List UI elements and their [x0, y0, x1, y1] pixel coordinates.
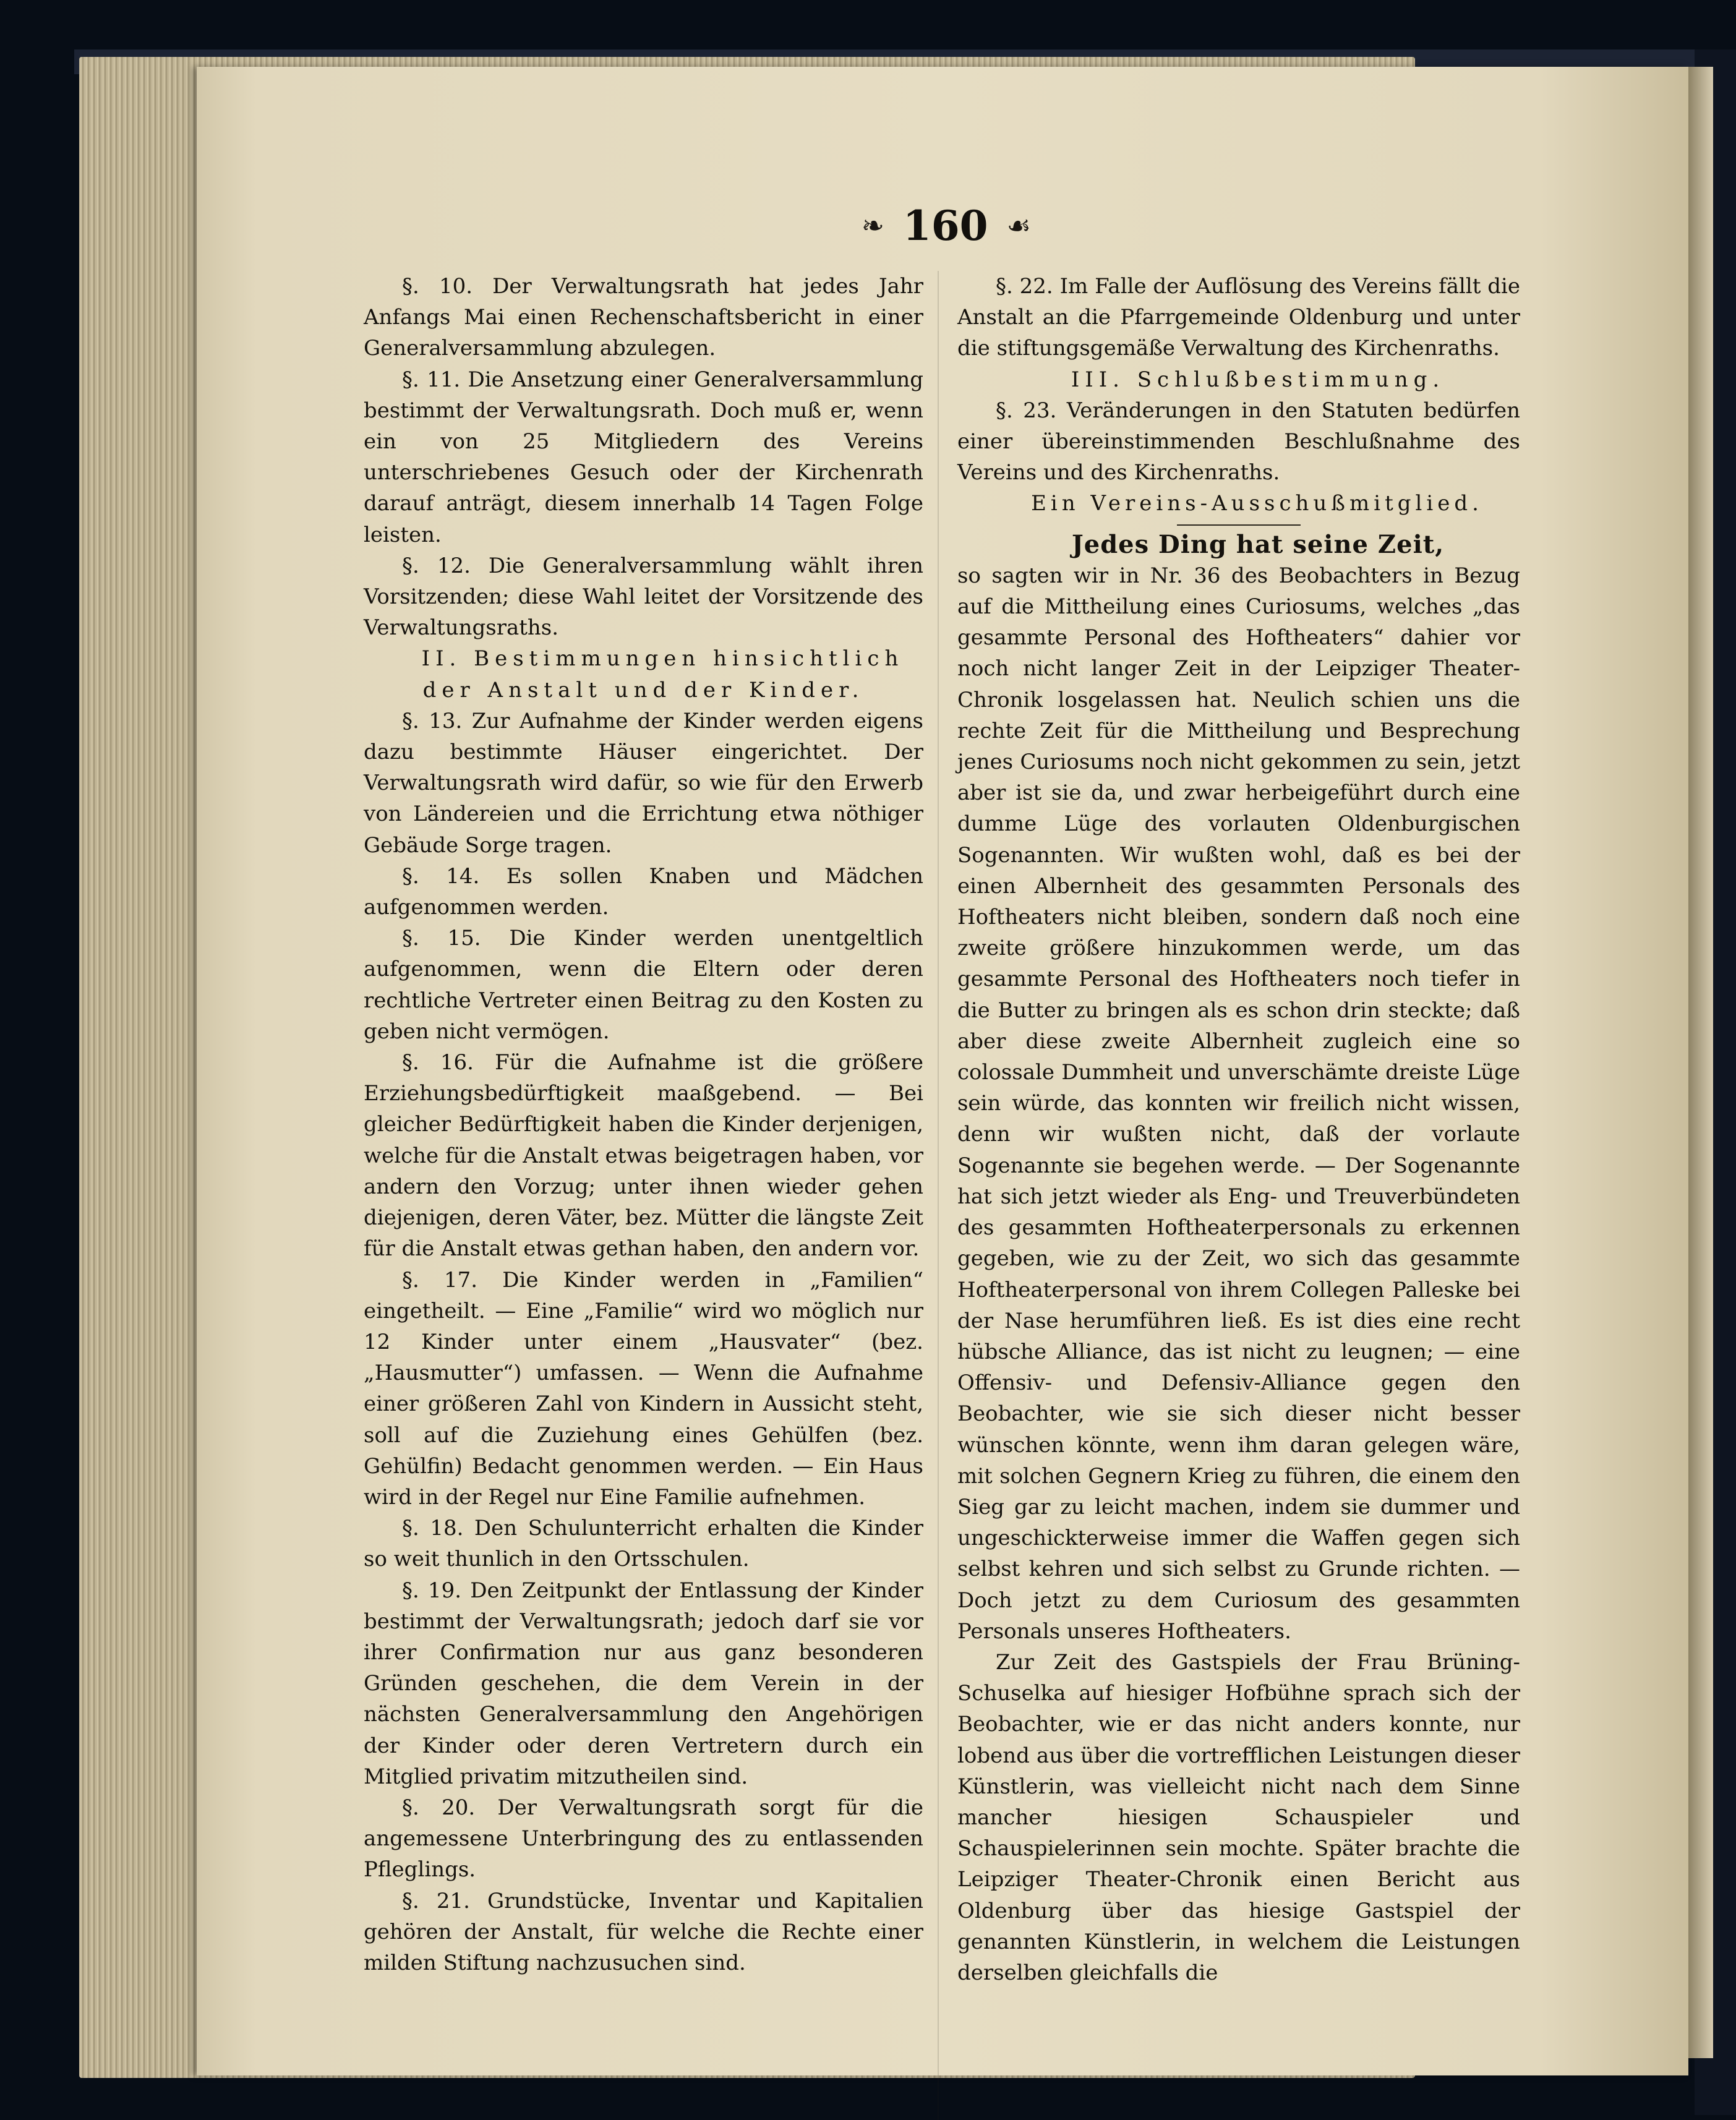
paragraph: §. 11. Die Ansetzung einer Generalversammlung bestimmt der Verwaltungsrath. Doch muß er, wenn ein von 25 Mitgliedern des Vereins unterschriebenes Gesuch oder der Kirchenrath darauf anträgt, diesem innerhalb 14 Tagen Folge leisten.: [364, 367, 923, 547]
paragraph: §. 14. Es sollen Knaben und Mädchen aufgenommen werden.: [364, 863, 923, 920]
section-heading: II. Bestimmungen hinsichtlich der Anstalt und der Kinder.: [421, 646, 904, 703]
paragraph: §. 15. Die Kinder werden unentgeltlich aufgenommen, wenn die Eltern oder deren rechtliche Vertreter einen Beitrag zu den Kosten zu geben nicht vermögen.: [364, 926, 923, 1044]
left-ornament-icon: ❧: [861, 210, 884, 242]
paragraph: §. 19. Den Zeitpunkt der Entlassung der Kinder bestimmt der Verwaltungsrath; jedoch darf sie vor ihrer Confirmation nur aus ganz besonderen Gründen geschehen, die dem Verein in der nächsten Generalversammlung den Angehörigen der Kinder oder deren Vertretern durch ein Mitglied privatim mitzutheilen sind.: [364, 1578, 923, 1789]
paragraph: §. 23. Veränderungen in den Statuten bedürfen einer übereinstimmenden Beschlußnahme des Vereins und des Kirchenraths.: [957, 398, 1520, 485]
paragraph: §. 20. Der Verwaltungsrath sorgt für die angemessene Unterbringung des zu entlassenden Pfleglings.: [364, 1795, 923, 1883]
section-heading: III. Schlußbestimmung.: [1071, 367, 1445, 392]
paragraph: §. 18. Den Schulunterricht erhalten die Kinder so weit thunlich in den Ortsschulen.: [364, 1516, 923, 1572]
page-header: [785, 198, 1107, 254]
separator-rule: [1177, 524, 1301, 526]
paragraph: §. 13. Zur Aufnahme der Kinder werden eigens dazu bestimmte Häuser eingerichtet. Der Verwaltungsrath wird dafür, so wie für den Erwerb von Ländereien und die Errichtung etwa nöthiger Gebäude Sorge tragen.: [364, 708, 923, 858]
column-divider: [938, 271, 939, 2120]
paragraph: Zur Zeit des Gastspiels der Frau Brüning-Schuselka auf hiesiger Hofbühne sprach sich der Beobachter, wie er das nicht anders konnte, nur lobend aus über die vortrefflichen Leistungen dieser Künstlerin, was vielleicht nicht nach dem Sinne mancher hiesigen Schauspieler und Schauspielerinnen sein mochte. Später brachte die Leipziger Theater-Chronik einen Bericht aus Oldenburg über das hiesige Gastspiel der genannten Künstlerin, in welchem die Leistungen derselben gleichfalls die: [957, 1649, 1520, 1985]
left-column: [364, 271, 923, 1978]
paragraph: §. 22. Im Falle der Auflösung des Vereins fällt die Anstalt an die Pfarrgemeinde Oldenburg und unter die stiftungsgemäße Verwaltung des Kirchenraths.: [957, 274, 1520, 361]
page-number: 160: [902, 202, 988, 250]
paragraph: §. 17. Die Kinder werden in „Familien“ eingetheilt. — Eine „Familie“ wird wo möglich nur 12 Kinder unter einem „Hausvater“ (bez. „Hausmutter“) umfassen. — Wenn die Aufnahme einer größeren Zahl von Kindern in Aussicht steht, soll auf die Zuziehung eines Gehülfen (bez. Gehülfin) Bedacht genommen werden. — Ein Haus wird in der Regel nur Eine Familie aufnehmen.: [364, 1267, 923, 1510]
paragraph: §. 21. Grundstücke, Inventar und Kapitalien gehören der Anstalt, für welche die Rechte einer milden Stiftung nachzusuchen sind.: [364, 1888, 923, 1975]
opposite-page-edge: [1688, 67, 1713, 2058]
signature: Ein Vereins-Ausschußmitglied.: [1031, 491, 1483, 516]
right-column: [957, 271, 1520, 1988]
article-title: Jedes Ding hat seine Zeit,: [1071, 529, 1445, 559]
paragraph: §. 12. Die Generalversammlung wählt ihren Vorsitzenden; diese Wahl leitet der Vorsitzende des Verwaltungsraths.: [364, 553, 923, 641]
paragraph: §. 10. Der Verwaltungsrath hat jedes Jahr Anfangs Mai einen Rechenschaftsbericht in einer Generalversammlung abzulegen.: [364, 274, 923, 361]
paragraph: §. 16. Für die Aufnahme ist die größere Erziehungsbedürftigkeit maaßgebend. — Bei gleicher Bedürftigkeit haben die Kinder derjenigen, welche für die Anstalt etwas beigetragen haben, vor andern den Vorzug; unter ihnen wieder gehen diejenigen, deren Väter, bez. Mütter die längste Zeit für die Anstalt etwas gethan haben, den andern vor.: [364, 1050, 923, 1262]
right-ornament-icon: ☙: [1006, 210, 1032, 242]
paragraph: so sagten wir in Nr. 36 des Beobachters in Bezug auf die Mittheilung eines Curiosums, welches „das gesammte Personal des Hoftheaters“ dahier vor noch nicht langer Zeit in der Leipziger Theater-Chronik losgelassen hat. Neulich schien uns die rechte Zeit für die Mittheilung und Besprechung jenes Curiosums noch nicht gekommen zu sein, jetzt aber ist sie da, und zwar herbeigeführt durch eine dumme Lüge des vorlauten Oldenburgischen Sogenannten. Wir wußten wohl, daß es bei der einen Albernheit des gesammten Personals des Hoftheaters nicht bleiben, sondern daß noch eine zweite größere hinzukommen werde, um das gesammte Personal des Hoftheaters noch tiefer in die Butter zu bringen als es schon drin steckte; daß aber diese zweite Albernheit zugleich eine so colossale Dummheit und unverschämte dreiste Lüge sein würde, das konnten wir freilich nicht wissen, denn wir wußten nicht, daß der vorlaute Sogenannte sie begehen werde. — Der Sogenannte hat sich jetzt wieder als Eng- und Treuverbündeten des gesammten Hoftheaterpersonals zu erkennen gegeben, wie zu der Zeit, wo sich das gesammte Hoftheaterpersonal von ihrem Collegen Palleske bei der Nase herumführen ließ. Es ist dies eine recht hübsche Alliance, das ist nicht zu leugnen; — eine Offensiv- und Defensiv-Alliance gegen den Beobachter, wie sie sich dieser nicht besser wünschen könnte, wenn ihm daran gelegen wäre, mit solchen Gegnern Krieg zu führen, die einem den Sieg gar zu leicht machen, indem sie dummer und ungeschickterweise immer die Waffen gegen sich selbst kehren und sich selbst zu Grunde richten. — Doch jetzt zu dem Curiosum des gesammten Personals unseres Hoftheaters.: [957, 563, 1520, 1644]
